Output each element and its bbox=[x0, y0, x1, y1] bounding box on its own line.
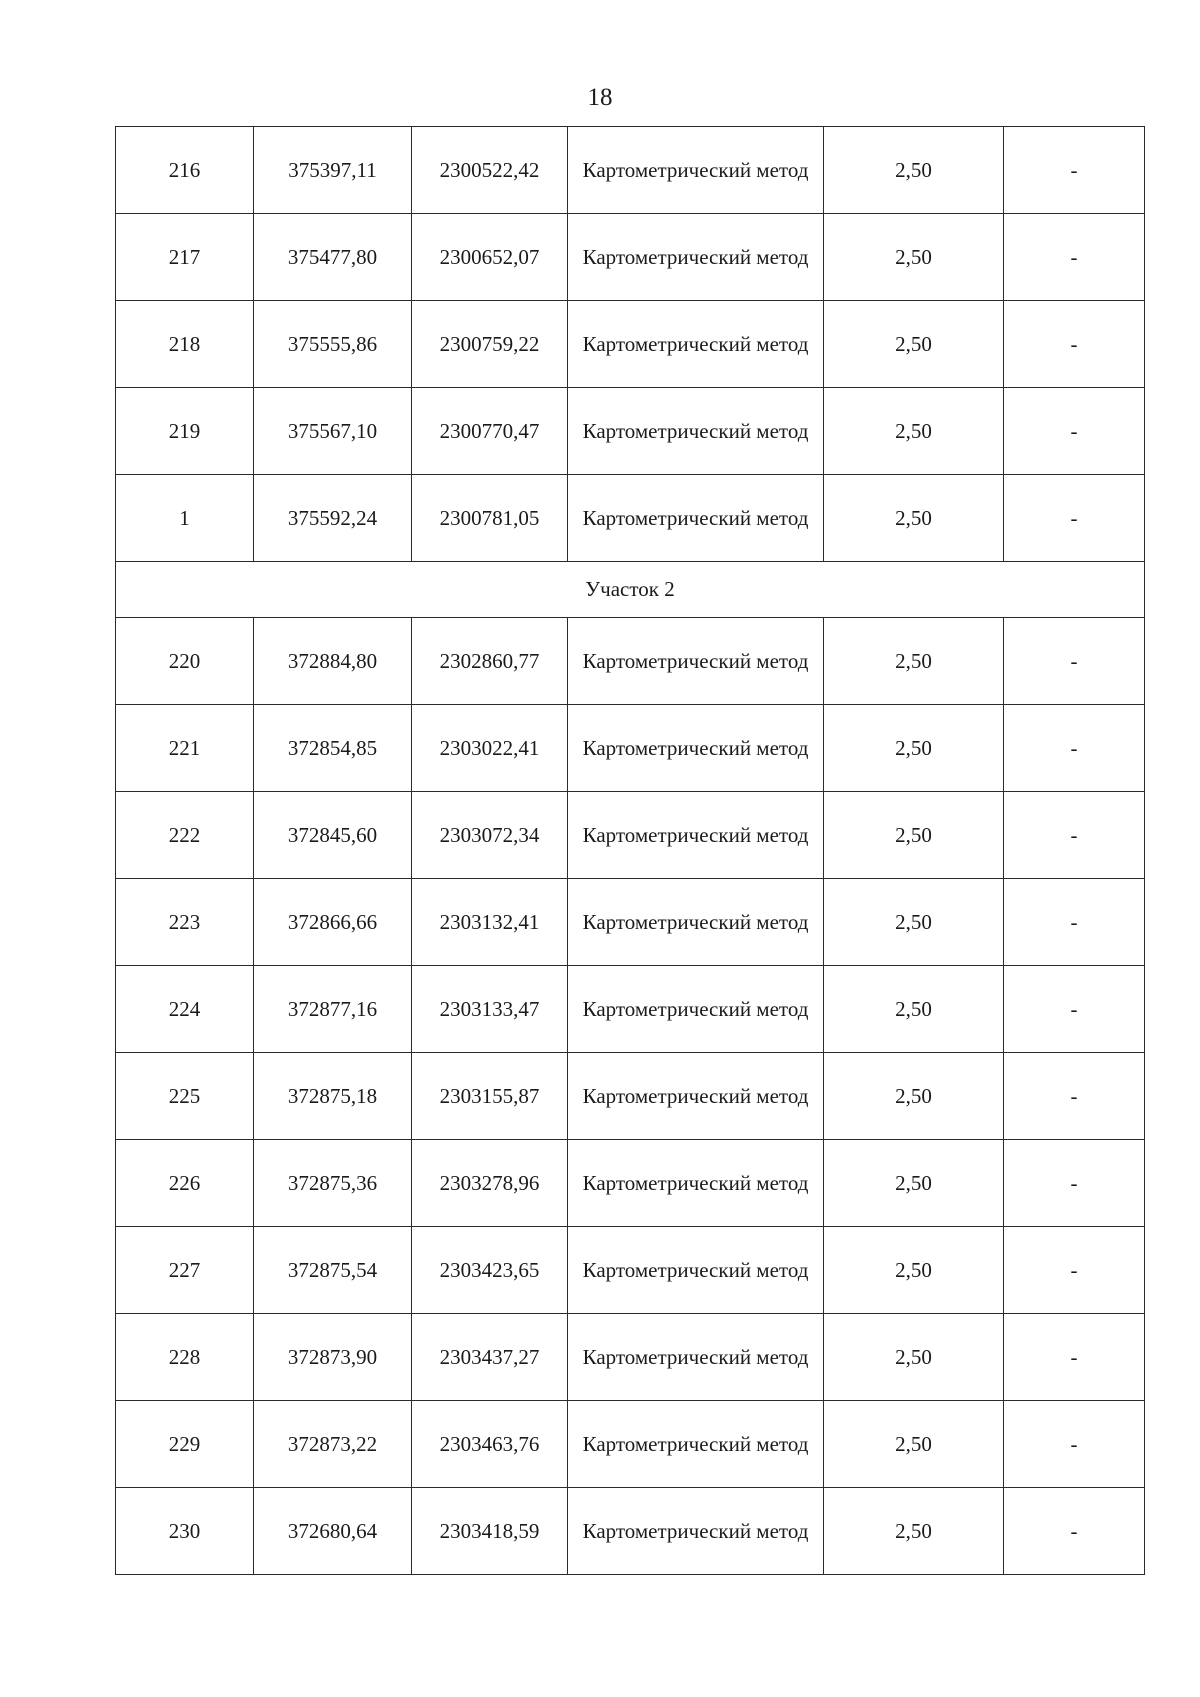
x-coordinate-cell: 372866,66 bbox=[254, 879, 412, 966]
point-number-cell: 227 bbox=[116, 1227, 254, 1314]
y-coordinate-cell: 2300652,07 bbox=[412, 214, 568, 301]
point-number-cell: 230 bbox=[116, 1488, 254, 1575]
note-cell: - bbox=[1004, 127, 1145, 214]
x-coordinate-cell: 372875,18 bbox=[254, 1053, 412, 1140]
y-coordinate-cell: 2303437,27 bbox=[412, 1314, 568, 1401]
y-coordinate-cell: 2303155,87 bbox=[412, 1053, 568, 1140]
note-cell: - bbox=[1004, 618, 1145, 705]
note-cell: - bbox=[1004, 879, 1145, 966]
table-row bbox=[116, 1140, 1145, 1227]
accuracy-cell: 2,50 bbox=[824, 127, 1004, 214]
table-row bbox=[116, 214, 1145, 301]
method-cell: Картометрический метод bbox=[568, 214, 824, 301]
note-cell: - bbox=[1004, 1227, 1145, 1314]
table-row bbox=[116, 966, 1145, 1053]
y-coordinate-cell: 2300770,47 bbox=[412, 388, 568, 475]
accuracy-cell: 2,50 bbox=[824, 705, 1004, 792]
x-coordinate-cell: 375555,86 bbox=[254, 301, 412, 388]
x-coordinate-cell: 372873,90 bbox=[254, 1314, 412, 1401]
accuracy-cell: 2,50 bbox=[824, 618, 1004, 705]
point-number-cell: 222 bbox=[116, 792, 254, 879]
method-cell: Картометрический метод bbox=[568, 127, 824, 214]
table-row bbox=[116, 475, 1145, 562]
coordinates-table-body bbox=[116, 127, 1145, 1575]
point-number-cell: 219 bbox=[116, 388, 254, 475]
method-cell: Картометрический метод bbox=[568, 1053, 824, 1140]
accuracy-cell: 2,50 bbox=[824, 792, 1004, 879]
x-coordinate-cell: 372680,64 bbox=[254, 1488, 412, 1575]
y-coordinate-cell: 2303418,59 bbox=[412, 1488, 568, 1575]
accuracy-cell: 2,50 bbox=[824, 1314, 1004, 1401]
note-cell: - bbox=[1004, 1314, 1145, 1401]
y-coordinate-cell: 2303278,96 bbox=[412, 1140, 568, 1227]
note-cell: - bbox=[1004, 301, 1145, 388]
y-coordinate-cell: 2303423,65 bbox=[412, 1227, 568, 1314]
y-coordinate-cell: 2300781,05 bbox=[412, 475, 568, 562]
note-cell: - bbox=[1004, 1053, 1145, 1140]
x-coordinate-cell: 372875,54 bbox=[254, 1227, 412, 1314]
x-coordinate-cell: 375397,11 bbox=[254, 127, 412, 214]
x-coordinate-cell: 375477,80 bbox=[254, 214, 412, 301]
table-row bbox=[116, 1227, 1145, 1314]
method-cell: Картометрический метод bbox=[568, 388, 824, 475]
coordinates-table bbox=[115, 126, 1145, 1575]
note-cell: - bbox=[1004, 1488, 1145, 1575]
section-row bbox=[116, 562, 1145, 618]
point-number-cell: 228 bbox=[116, 1314, 254, 1401]
table-row bbox=[116, 1488, 1145, 1575]
table-row bbox=[116, 879, 1145, 966]
method-cell: Картометрический метод bbox=[568, 1140, 824, 1227]
y-coordinate-cell: 2302860,77 bbox=[412, 618, 568, 705]
method-cell: Картометрический метод bbox=[568, 705, 824, 792]
table-row bbox=[116, 127, 1145, 214]
y-coordinate-cell: 2303463,76 bbox=[412, 1401, 568, 1488]
table-row bbox=[116, 301, 1145, 388]
accuracy-cell: 2,50 bbox=[824, 214, 1004, 301]
table-row bbox=[116, 1053, 1145, 1140]
y-coordinate-cell: 2303132,41 bbox=[412, 879, 568, 966]
point-number-cell: 220 bbox=[116, 618, 254, 705]
point-number-cell: 225 bbox=[116, 1053, 254, 1140]
page-number: 18 bbox=[587, 84, 613, 111]
method-cell: Картометрический метод bbox=[568, 879, 824, 966]
accuracy-cell: 2,50 bbox=[824, 879, 1004, 966]
table-row bbox=[116, 792, 1145, 879]
y-coordinate-cell: 2303072,34 bbox=[412, 792, 568, 879]
method-cell: Картометрический метод bbox=[568, 792, 824, 879]
point-number-cell: 226 bbox=[116, 1140, 254, 1227]
x-coordinate-cell: 372873,22 bbox=[254, 1401, 412, 1488]
accuracy-cell: 2,50 bbox=[824, 1227, 1004, 1314]
method-cell: Картометрический метод bbox=[568, 1488, 824, 1575]
note-cell: - bbox=[1004, 388, 1145, 475]
table-row bbox=[116, 618, 1145, 705]
y-coordinate-cell: 2303022,41 bbox=[412, 705, 568, 792]
note-cell: - bbox=[1004, 966, 1145, 1053]
accuracy-cell: 2,50 bbox=[824, 1053, 1004, 1140]
method-cell: Картометрический метод bbox=[568, 1401, 824, 1488]
note-cell: - bbox=[1004, 705, 1145, 792]
method-cell: Картометрический метод bbox=[568, 618, 824, 705]
y-coordinate-cell: 2300522,42 bbox=[412, 127, 568, 214]
x-coordinate-cell: 372845,60 bbox=[254, 792, 412, 879]
method-cell: Картометрический метод bbox=[568, 301, 824, 388]
accuracy-cell: 2,50 bbox=[824, 301, 1004, 388]
y-coordinate-cell: 2303133,47 bbox=[412, 966, 568, 1053]
point-number-cell: 224 bbox=[116, 966, 254, 1053]
note-cell: - bbox=[1004, 214, 1145, 301]
note-cell: - bbox=[1004, 1140, 1145, 1227]
note-cell: - bbox=[1004, 792, 1145, 879]
point-number-cell: 1 bbox=[116, 475, 254, 562]
method-cell: Картометрический метод bbox=[568, 1227, 824, 1314]
method-cell: Картометрический метод bbox=[568, 966, 824, 1053]
method-cell: Картометрический метод bbox=[568, 475, 824, 562]
table-row bbox=[116, 388, 1145, 475]
method-cell: Картометрический метод bbox=[568, 1314, 824, 1401]
note-cell: - bbox=[1004, 1401, 1145, 1488]
x-coordinate-cell: 375567,10 bbox=[254, 388, 412, 475]
x-coordinate-cell: 372877,16 bbox=[254, 966, 412, 1053]
accuracy-cell: 2,50 bbox=[824, 1140, 1004, 1227]
accuracy-cell: 2,50 bbox=[824, 966, 1004, 1053]
x-coordinate-cell: 375592,24 bbox=[254, 475, 412, 562]
accuracy-cell: 2,50 bbox=[824, 475, 1004, 562]
x-coordinate-cell: 372875,36 bbox=[254, 1140, 412, 1227]
point-number-cell: 216 bbox=[116, 127, 254, 214]
table-row bbox=[116, 1314, 1145, 1401]
point-number-cell: 229 bbox=[116, 1401, 254, 1488]
accuracy-cell: 2,50 bbox=[824, 1488, 1004, 1575]
x-coordinate-cell: 372854,85 bbox=[254, 705, 412, 792]
accuracy-cell: 2,50 bbox=[824, 1401, 1004, 1488]
point-number-cell: 221 bbox=[116, 705, 254, 792]
section-title: Участок 2 bbox=[116, 562, 1145, 618]
note-cell: - bbox=[1004, 475, 1145, 562]
point-number-cell: 223 bbox=[116, 879, 254, 966]
table-row bbox=[116, 705, 1145, 792]
point-number-cell: 218 bbox=[116, 301, 254, 388]
point-number-cell: 217 bbox=[116, 214, 254, 301]
y-coordinate-cell: 2300759,22 bbox=[412, 301, 568, 388]
accuracy-cell: 2,50 bbox=[824, 388, 1004, 475]
table-row bbox=[116, 1401, 1145, 1488]
x-coordinate-cell: 372884,80 bbox=[254, 618, 412, 705]
